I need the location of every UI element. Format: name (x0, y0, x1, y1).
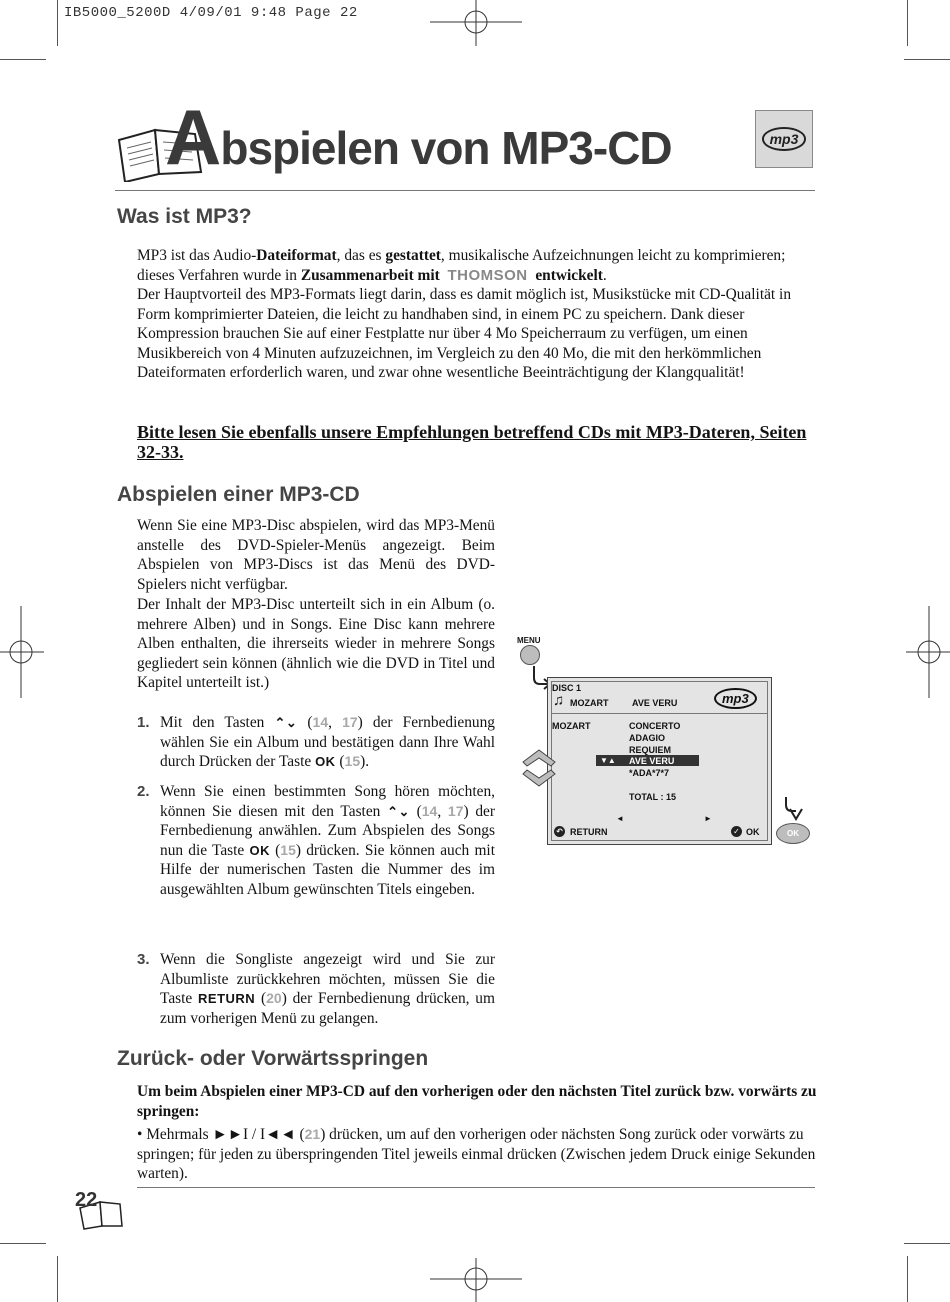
crop-mark (57, 0, 58, 46)
step-number: 1. (137, 714, 150, 731)
mp3-menu-screen (547, 677, 772, 845)
crop-mark (0, 1243, 46, 1244)
text-run: Wenn die Songliste angezeigt wird und Sie zur Albumliste zurückkehren möchten, müssen Sie die Taste (160, 951, 495, 1008)
text-run: MP3 ist das Audio- (137, 247, 257, 264)
crop-mark (57, 1256, 58, 1302)
arrow-down-icon (782, 795, 804, 823)
registration-mark-left (0, 606, 44, 698)
song-item[interactable]: CONCERTO (629, 721, 681, 731)
section-heading-springen: Zurück- oder Vorwärtsspringen (117, 1047, 429, 1070)
section-heading-abspielen: Abspielen einer MP3-CD (117, 483, 360, 506)
mp3-logo-icon (714, 688, 757, 709)
crop-mark (904, 59, 950, 60)
now-song: AVE VERU (632, 698, 678, 708)
mp3-badge-text: mp3 (762, 127, 807, 151)
return-icon: ↶ (554, 826, 565, 837)
text-run: ) drücken. Sie können auch mit Hilfe der numerischen Tasten die Nummer des im ausgewählten Album gewünschten Titels eingeben. (160, 841, 495, 898)
text-run: ) der Fernbedienung drücken, um zum vorherigen Menü zu gelangen. (160, 990, 495, 1027)
album-column: MOZART (552, 721, 591, 731)
up-down-selector-icon: ▼▲ (600, 756, 616, 765)
footer-rule (137, 1187, 815, 1188)
key-ref: 15 (344, 753, 361, 770)
page-title (165, 92, 672, 183)
crop-mark (907, 1256, 908, 1302)
ok-key-label: OK (249, 842, 270, 858)
mp3-logo-text: mp3 (722, 691, 749, 706)
song-item-selected[interactable]: AVE VERU (629, 756, 675, 766)
crop-mark (907, 0, 908, 46)
title-rule (115, 190, 815, 191)
title-initial: A (165, 93, 221, 181)
step-number: 3. (137, 951, 150, 968)
text-run: ( (269, 841, 281, 859)
step-text (160, 782, 495, 900)
step-item (137, 713, 495, 791)
text-run: ). (360, 753, 370, 771)
registration-mark-top (430, 0, 522, 46)
up-down-arrows-icon: ⌃⌄ (274, 715, 298, 730)
intro-paragraph (137, 246, 812, 285)
disc-label: DISC 1 (552, 683, 582, 693)
print-header: IB5000_5200D 4/09/01 9:48 Page 22 (64, 5, 358, 21)
text-run: Zusammenarbeit mit (300, 266, 440, 284)
text-run: . (602, 266, 607, 284)
key-ref: 15 (280, 841, 296, 858)
ok-check-icon: ✓ (731, 826, 742, 837)
key-ref: 21 (304, 1126, 321, 1142)
text-run: ) der Fernbedienung wählen Sie ein Album und bestätigen dann Ihre Wahl durch Drücken der Taste (160, 714, 495, 771)
step-text (160, 713, 495, 772)
note-recommendations-link[interactable]: Bitte lesen Sie ebenfalls unsere Empfehlungen betreffend CDs mit MP3-Dateren, Seiten 32-33. (137, 422, 807, 462)
return-label[interactable]: RETURN (570, 827, 608, 837)
page-title-block (115, 88, 815, 192)
step-text (160, 950, 495, 1028)
crop-mark (904, 1243, 950, 1244)
key-ref: 14 (312, 714, 329, 730)
text-run: , musikalische Aufzeichnungen leicht zu komprimieren; dieses Verfahren wurde in (137, 247, 786, 284)
registration-mark-right (906, 606, 950, 698)
now-album: MOZART (570, 698, 609, 708)
step-item (137, 950, 495, 1030)
text-run: Wenn Sie einen bestimmten Song hören möchten, können Sie diesen mit den Tasten (160, 783, 495, 820)
key-ref: 14 (421, 802, 438, 819)
advantage-paragraph: Der Hauptvorteil des MP3-Formats liegt darin, dass es damit möglich ist, Musikstücke mit CD-Qualität in Form komprimierter Dateien, die leicht zu handhaben sind, in einem PC zu speichern. Dank dieser Kompression brauchen Sie auf einer Festplatte nur über 4 Mo Speicherraum zu verfügen, um einen Musikbereich von 4 Minuten aufzuzeichnen, im Vergleich zu den 40 Mo, die mit den herkömmlichen Dateiformaten erforderlich waren, und zwar ohne wesentliche Beeinträchtigung der Klangqualität! (137, 286, 792, 382)
step-item (137, 782, 495, 942)
text-run: , das es (336, 247, 386, 264)
music-note-icon: ♫ (553, 692, 565, 709)
text-run: , (328, 714, 343, 731)
page-number: 22 (75, 1189, 98, 1211)
next-page-icon[interactable]: ► (704, 814, 712, 823)
key-ref: 17 (447, 802, 464, 819)
registration-mark-bottom (430, 1258, 522, 1302)
text-run: ) drücken, um auf den vorherigen oder nächsten Song zurück oder vorwärts zu springen; für jeden zu überspringenden Titel jeweils einmal drücken (Zwischen jedem Druck einige Sekunden warten). (137, 1126, 816, 1183)
skip-lead: Um beim Abspielen einer MP3-CD auf den vorherigen oder den nächsten Titel zurück bzw. vorwärts zu springen: (137, 1083, 817, 1120)
ok-remote-label: OK (787, 829, 799, 838)
song-item[interactable]: ADAGIO (629, 733, 665, 743)
text-run: ( (297, 714, 313, 731)
menu-button-label: MENU (517, 636, 541, 645)
ok-remote-button[interactable] (776, 823, 810, 844)
step-number: 2. (137, 783, 150, 800)
up-down-remote-keys-icon[interactable] (521, 748, 557, 788)
text-run: entwickelt (535, 266, 603, 284)
text-run: ) der Fernbedienung anwählen. Zum Abspielen des Songs nun die Taste (160, 802, 495, 859)
text-run: gestattet (385, 247, 441, 264)
text-run: • Mehrmals ►►I / I◄◄ ( (137, 1126, 305, 1143)
text-run: ( (409, 802, 422, 820)
osd-divider (551, 713, 768, 714)
ok-key-label: OK (315, 754, 336, 770)
text-run: Mit den Tasten (160, 714, 275, 731)
key-ref: 20 (266, 990, 282, 1007)
thomson-logo: THOMSON (447, 266, 528, 284)
return-key-label: RETURN (198, 991, 256, 1007)
song-item[interactable]: REQUIEM (629, 745, 672, 755)
playback-intro-2: Der Inhalt der MP3-Disc unterteilt sich in ein Album (o. mehrere Alben) und in Songs. Eine Disc kann mehrere Alben enthalten, die ihrerseits wieder in mehrere Songs gegliedert sein können (ähnlich wie die DVD in Titel und Kapitel unterteilt ist.) (137, 596, 495, 692)
skip-bullet (137, 1125, 817, 1184)
ok-label[interactable]: OK (746, 827, 760, 837)
text-run: , (437, 802, 448, 820)
section-heading-was-ist-mp3: Was ist MP3? (117, 205, 252, 228)
crop-mark (0, 59, 46, 60)
menu-button[interactable] (520, 645, 540, 665)
up-down-arrows-icon: ⌃⌄ (387, 803, 410, 819)
key-ref: 17 (342, 714, 358, 730)
text-run: ( (335, 753, 345, 771)
mp3-badge-icon (755, 110, 813, 168)
total-count: TOTAL : 15 (629, 792, 677, 802)
song-item[interactable]: *ADA*7*7 (629, 768, 670, 778)
text-run: ( (255, 990, 267, 1008)
playback-intro-1: Wenn Sie eine MP3-Disc abspielen, wird das MP3-Menü anstelle des DVD-Spieler-Menüs angezeigt. Beim Abspielen von MP3-Discs ist das Menü des DVD-Spielers nicht verfügbar. (137, 517, 495, 593)
title-rest: bspielen von MP3-CD (220, 122, 672, 174)
text-run: Dateiformat (256, 247, 337, 264)
prev-page-icon[interactable]: ◄ (616, 814, 624, 823)
